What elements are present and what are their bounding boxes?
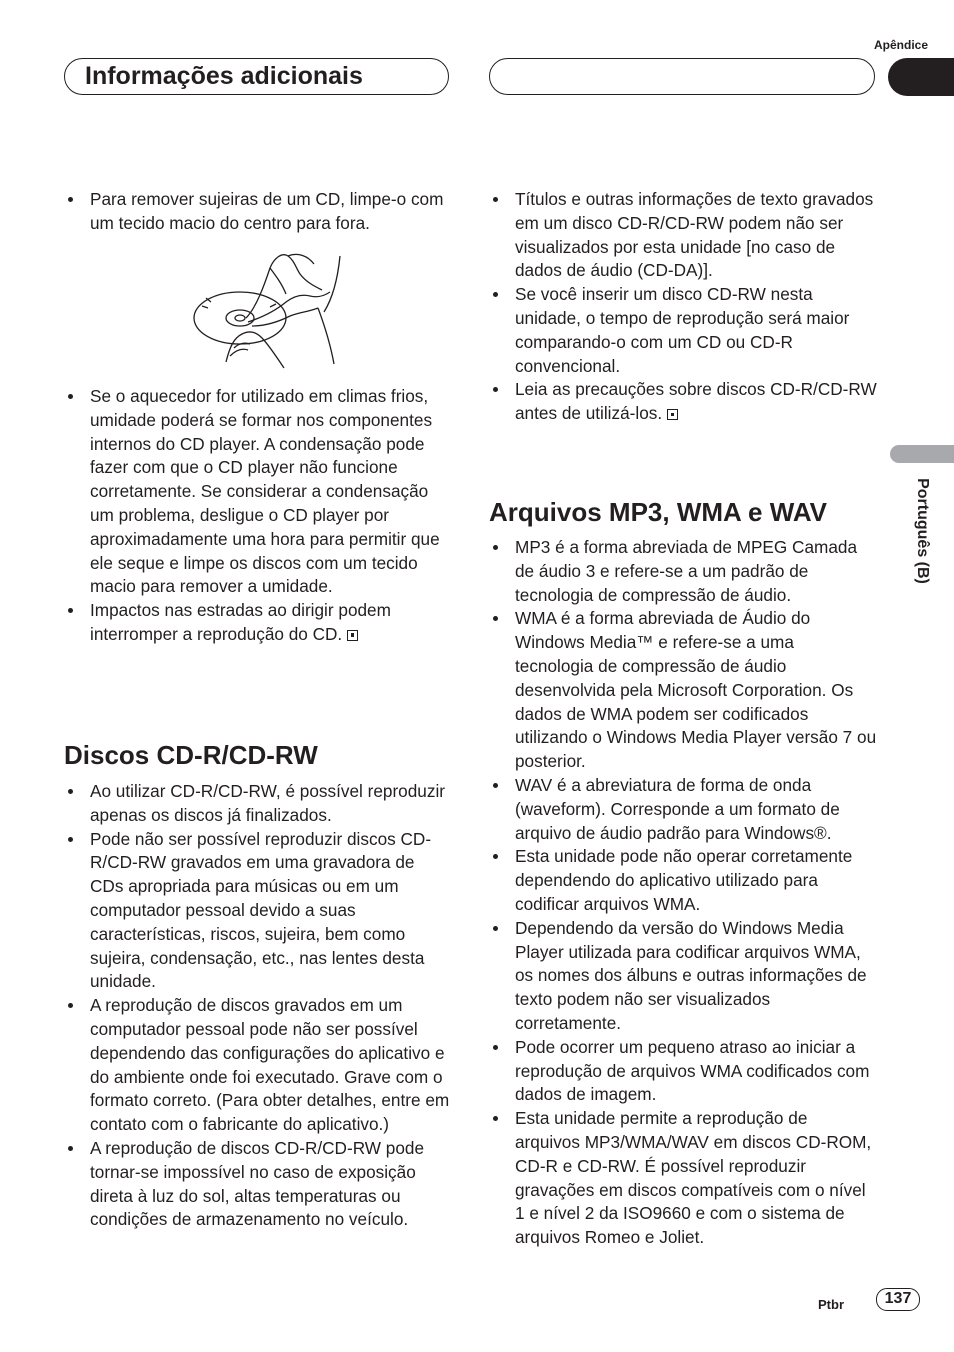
- section-label: Apêndice: [873, 38, 928, 52]
- mp3-heading: Arquivos MP3, WMA e WAV: [489, 497, 828, 527]
- list-item: Esta unidade permite a reprodução de arquivos MP3/WMA/WAV em discos CD-ROM, CD-R e CD-RW. É possível reproduzir gravações em discos compatíveis com o nível 1 e nível 2 da ISO9660 e com o sistema de arquivos Romeo e Joliet.: [489, 1107, 877, 1250]
- discos-bullets: [64, 780, 450, 1232]
- list-item: [64, 599, 450, 647]
- end-mark-icon: [667, 409, 678, 420]
- list-item-text: Impactos nas estradas ao dirigir podem interromper a reprodução do CD.: [90, 600, 391, 644]
- list-item: Para remover sujeiras de um CD, limpe-o com um tecido macio do centro para fora.: [64, 188, 450, 236]
- chapter-tab: [888, 58, 954, 96]
- left-bullets-top: [64, 188, 450, 236]
- list-item: Títulos e outras informações de texto gravados em um disco CD-R/CD-RW podem não ser visualizados por esta unidade [no caso de dados de áudio (CD-DA)].: [489, 188, 877, 283]
- page-title: Informações adicionais: [64, 58, 449, 95]
- header-empty-pill: [489, 58, 875, 95]
- list-item: Ao utilizar CD-R/CD-RW, é possível reproduzir apenas os discos já finalizados.: [64, 780, 450, 828]
- cd-cleaning-illustration-icon: [190, 246, 350, 376]
- list-item: MP3 é a forma abreviada de MPEG Camada de áudio 3 e refere-se a um padrão de tecnologia de compressão de áudio.: [489, 536, 877, 607]
- list-item: A reprodução de discos CD-R/CD-RW pode tornar-se impossível no caso de exposição direta à luz do sol, altas temperaturas ou condições de armazenamento no veículo.: [64, 1137, 450, 1232]
- end-mark-icon: [347, 630, 358, 641]
- mp3-bullets: [489, 536, 877, 1250]
- left-bullets-mid: [64, 385, 450, 647]
- list-item: Esta unidade pode não operar corretamente dependendo do aplicativo utilizado para codificar arquivos WMA.: [489, 845, 877, 916]
- list-item-text: Leia as precauções sobre discos CD-R/CD-RW antes de utilizá-los.: [515, 379, 877, 424]
- list-item: Pode não ser possível reproduzir discos CD-R/CD-RW gravados em uma gravadora de CDs apropriada para músicas ou em um computador pessoal devido a suas características, riscos, sujeira, bem como sujeira, condensação, etc., nas lentes desta unidade.: [64, 828, 450, 995]
- list-item: Se o aquecedor for utilizado em climas frios, umidade poderá se formar nos componentes internos do CD player. A condensação pode fazer com que o CD player não funcione corretamente. Se considerar a condensação um problema, desligue o CD player por aproximadamente uma hora para permitir que ele seque e limpe os discos com um tecido macio para remover a umidade.: [64, 385, 450, 599]
- list-item: WAV é a abreviatura de forma de onda (waveform). Corresponde a um formato de arquivo de áudio padrão para Windows®.: [489, 774, 877, 845]
- list-item: Dependendo da versão do Windows Media Player utilizada para codificar arquivos WMA, os nomes dos álbuns e outras informações de texto podem não ser visualizados corretamente.: [489, 917, 877, 1036]
- list-item: Se você inserir um disco CD-RW nesta unidade, o tempo de reprodução será maior comparando-o com um CD ou CD-R convencional.: [489, 283, 877, 378]
- page-number: 137: [876, 1288, 920, 1311]
- list-item: [489, 378, 877, 426]
- language-code: Ptbr: [818, 1297, 844, 1312]
- list-item: A reprodução de discos gravados em um computador pessoal pode não ser possível dependendo das configurações do aplicativo e do ambiente onde foi executado. Grave com o formato correto. (Para obter detalhes, entre em contato com o fabricante do aplicativo.): [64, 994, 450, 1137]
- list-item: WMA é a forma abreviada de Áudio do Windows Media™ e refere-se a uma tecnologia de compressão de áudio desenvolvida pela Microsoft Corporation. Os dados de WMA podem ser codificados utilizando o Windows Media Player versão 7 ou posterior.: [489, 607, 877, 774]
- list-item: Pode ocorrer um pequeno atraso ao iniciar a reprodução de arquivos WMA codificados com dados de imagem.: [489, 1036, 877, 1107]
- right-bullets-top: [489, 188, 877, 426]
- discos-heading: Discos CD-R/CD-RW: [64, 740, 318, 770]
- language-label: Português (B): [914, 478, 931, 584]
